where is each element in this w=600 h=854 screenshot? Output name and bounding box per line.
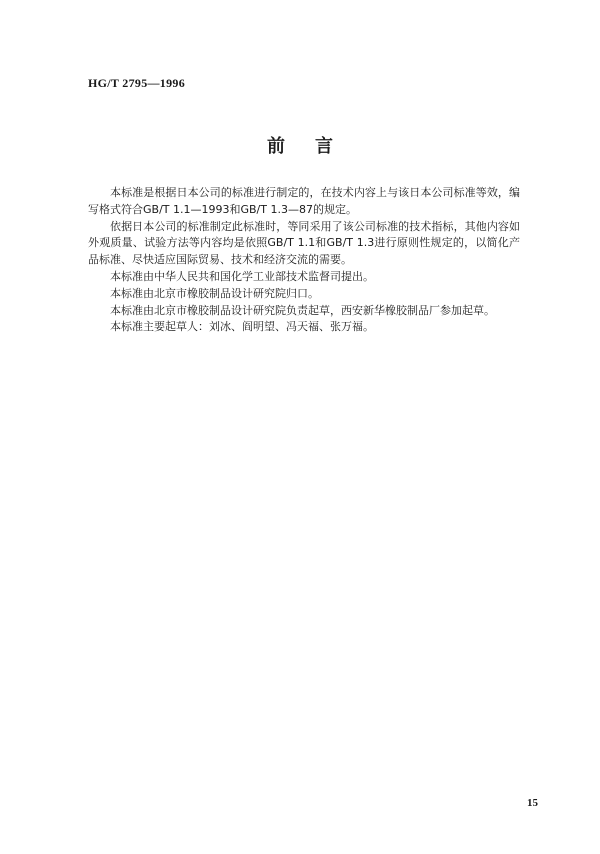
standard-code: HG/T 2795—1996 <box>88 76 185 90</box>
paragraph-equivalence: 本标准是根据日本公司的标准进行制定的，在技术内容上与该日本公司标准等效，编写格式符合GB/T 1.1—1993和GB/T 1.3—87的规定。 <box>88 186 520 216</box>
paragraph-main-drafters: 本标准主要起草人：刘冰、阎明望、冯天福、张万福。 <box>110 320 374 334</box>
paragraph-drafted-by: 本标准由北京市橡胶制品设计研究院负责起草，西安新华橡胶制品厂参加起草。 <box>110 303 495 317</box>
paragraph-centralized-by: 本标准由北京市橡胶制品设计研究院归口。 <box>110 286 319 300</box>
page-title: 前言 <box>267 136 363 157</box>
paragraph-proposed-by: 本标准由中华人民共和国化学工业部技术监督司提出。 <box>110 269 374 283</box>
paragraph-technical-indicators: 依据日本公司的标准制定此标准时，等同采用了该公司标准的技术指标，其他内容如外观质量、试验方法等内容均是依照GB/T 1.1和GB/T 1.3进行原则性规定的，以简化产品标准、尽快适应国际贸易、技术和经济交流的需要。 <box>88 219 520 267</box>
page-number: 15 <box>527 797 538 809</box>
document-body <box>88 185 520 336</box>
